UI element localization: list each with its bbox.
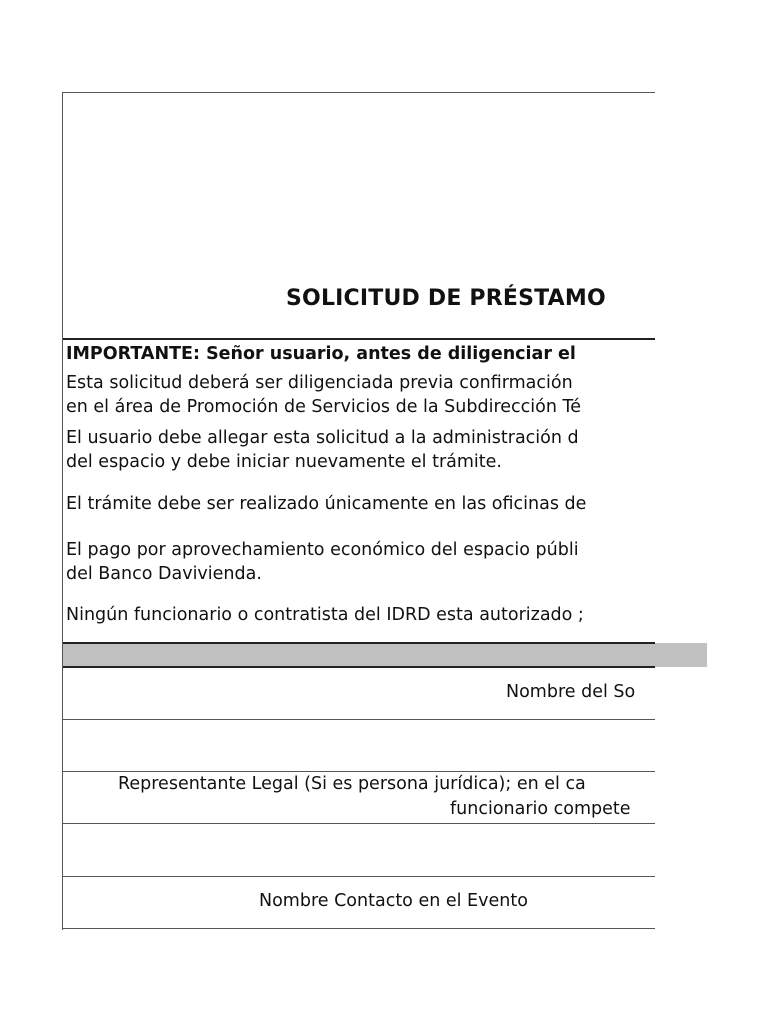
divider [63, 338, 655, 340]
paragraph-4-line-2: del Banco Davivienda. [66, 564, 262, 584]
label-nombre-contacto: Nombre Contacto en el Evento [259, 891, 528, 911]
paragraph-1-line-1: Esta solicitud deberá ser diligenciada previa confirmación [66, 373, 573, 393]
solicitante-input-cell[interactable] [63, 720, 655, 771]
divider [63, 666, 655, 668]
paragraph-1-line-2: en el área de Promoción de Servicios de la Subdirección Té [66, 397, 581, 417]
row-divider [63, 928, 655, 929]
label-representante-legal-cont: funcionario compete [450, 799, 631, 819]
page-title: SOLICITUD DE PRÉSTAMO [286, 286, 606, 311]
row-divider [63, 876, 655, 877]
paragraph-3: El trámite debe ser realizado únicamente en las oficinas de [66, 494, 587, 514]
label-nombre-solicitante: Nombre del So [506, 682, 636, 702]
paragraph-2-line-1: El usuario debe allegar esta solicitud a la administración d [66, 428, 579, 448]
divider [63, 642, 655, 644]
paragraph-2-line-2: del espacio y debe iniciar nuevamente el trámite. [66, 452, 502, 472]
form-sheet [62, 92, 655, 930]
label-representante-legal: Representante Legal (Si es persona jurídica); en el ca [118, 774, 586, 794]
important-notice: IMPORTANTE: Señor usuario, antes de diligenciar el [66, 344, 576, 364]
paragraph-5: Ningún funcionario o contratista del IDRD esta autorizado ; [66, 605, 584, 625]
row-divider [63, 771, 655, 772]
paragraph-4-line-1: El pago por aprovechamiento económico del espacio públi [66, 540, 579, 560]
representante-input-cell[interactable] [63, 824, 655, 876]
